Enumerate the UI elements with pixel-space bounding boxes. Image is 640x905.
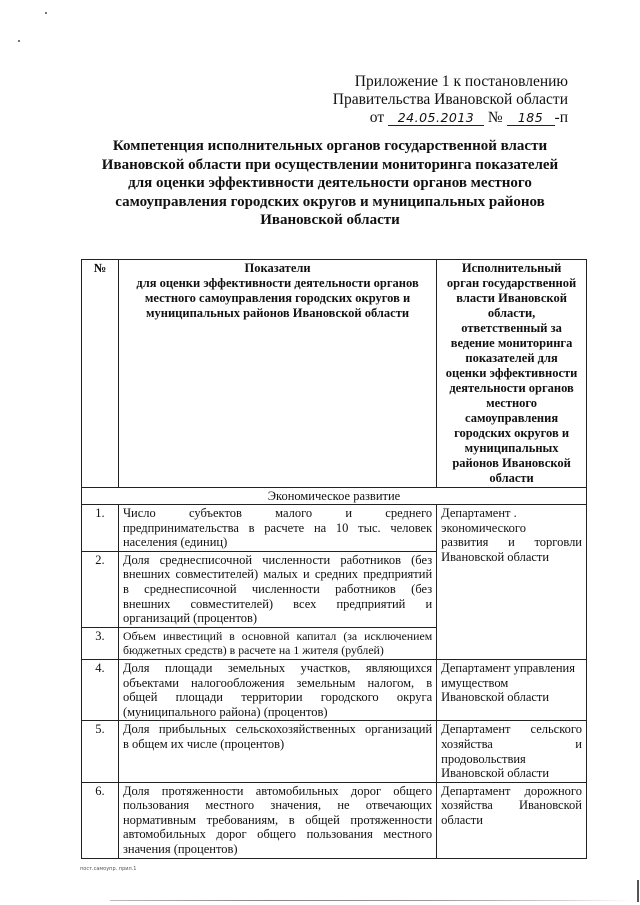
scan-artifact-edge <box>637 880 639 902</box>
table-row <box>82 782 587 858</box>
scan-speck <box>45 12 47 14</box>
table-row <box>82 659 587 720</box>
competence-table <box>81 259 587 859</box>
row-number: 5. <box>82 721 119 782</box>
row-number: 2. <box>82 551 119 627</box>
header-number: № <box>82 260 119 488</box>
header-authority: Исполнительный орган государственной власти Ивановской области, ответственный за ведение мониторинга показателей для оценки эффективности деятельности органов местного самоуправления городских округов и муниципальных районов Ивановской области <box>437 260 587 488</box>
row-indicator: Объем инвестиций в основной капитал (за исключением бюджетных средств) в расчете на 1 жителя (рублей) <box>118 627 436 659</box>
row-indicator: Доля прибыльных сельскохозяйственных организаций в общем их числе (процентов) <box>118 721 436 782</box>
header-indicators: Показатели для оценки эффективности деятельности органов местного самоуправления городских округов и муниципальных районов Ивановской области <box>118 260 436 488</box>
row-indicator: Доля среднесписочной численности работников (без внешних совместителей) малых и средних предприятий в среднесписочной численности работников (без внешних совместителей) всех предприятий и организаций (процентов) <box>118 551 436 627</box>
appendix-header <box>333 73 568 127</box>
from-label: от <box>369 109 385 126</box>
row-indicator: Доля протяженности автомобильных дорог общего пользования местного значения, не отвечающих нормативным требованиям, в общей протяженности автомобильных дорог общего пользования местного значения (процентов) <box>118 782 436 858</box>
table-row <box>82 505 587 552</box>
scan-speck <box>18 40 20 42</box>
table-row <box>82 721 587 782</box>
row-number: 1. <box>82 505 119 552</box>
document-title <box>90 137 570 230</box>
scan-artifact-line <box>110 900 632 901</box>
number-suffix: -п <box>554 109 568 126</box>
row-number: 6. <box>82 782 119 858</box>
row-indicator: Доля площади земельных участков, являющихся объектами налогообложения земельным налогом, в общей площади территории городского округа (муниципального района) (процентов) <box>118 659 436 720</box>
table-header-row <box>82 260 587 488</box>
row-authority: Департамент сельского хозяйства и продовольствия Ивановской области <box>437 721 587 782</box>
decree-date: 24.05.2013 <box>388 111 484 126</box>
title-line: Ивановской области при осуществлении мониторинга показателей <box>101 156 559 173</box>
row-authority: Департамент дорожного хозяйства Ивановской области <box>437 782 587 858</box>
footer-file-note: пост.самоупр. прил.1 <box>80 866 137 872</box>
section-title: Экономическое развитие <box>82 488 587 505</box>
title-line: для оценки эффективности деятельности органов местного <box>128 175 532 191</box>
row-authority: Департамент управления имуществом Ивановской области <box>437 659 587 720</box>
decree-number: 185 <box>507 111 555 126</box>
title-line: самоуправления городских округов и муниципальных районов <box>115 193 545 210</box>
row-indicator: Число субъектов малого и среднего предпринимательства в расчете на 10 тыс. человек населения (единиц) <box>118 505 436 552</box>
appendix-line-3 <box>333 109 568 127</box>
title-line: Ивановской области <box>260 212 400 228</box>
number-sign: № <box>487 109 503 126</box>
appendix-line-2: Правительства Ивановской области <box>332 91 568 108</box>
section-row <box>82 488 587 505</box>
appendix-line-1: Приложение 1 к постановлению <box>354 73 568 90</box>
row-authority: Департамент . экономического развития и торговли Ивановской области <box>437 505 587 660</box>
title-line: Компетенция исполнительных органов государственной власти <box>112 138 548 154</box>
row-number: 3. <box>82 627 119 659</box>
row-number: 4. <box>82 659 119 720</box>
